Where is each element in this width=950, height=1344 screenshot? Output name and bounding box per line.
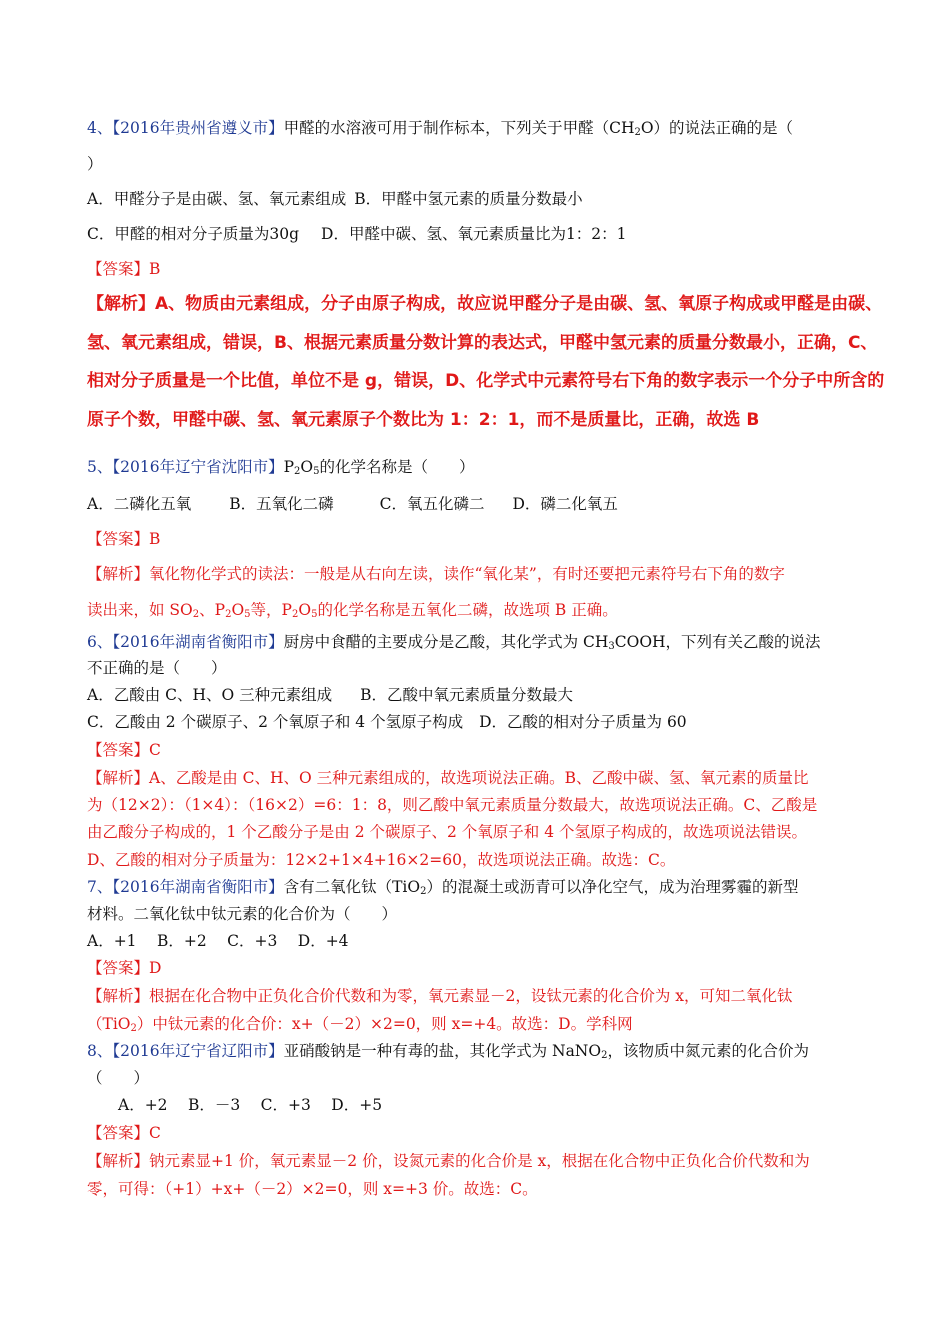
q4-stem: 4、【2016年贵州省遵义市】甲醛的水溶液可用于制作标本，下列关于甲醛$(CH_2O)$的说法正确的是（ [87,119,794,138]
q6-option-c: C．乙酸由 2 个碳原子、2 个氧原子和 4 个氢原子构成 [87,713,464,731]
q4-source: 【2016年贵州省遵义市】 [112,119,284,137]
q5-number: 5、 [87,458,113,476]
q6-explanation-3: 由乙酸分子构成的，1 个乙酸分子是由 2 个碳原子、2 个氧原子和 4 个氢原子构成的，故选项说法错误。 [87,823,808,841]
q4-answer: 【答案】B [87,260,161,278]
q5-source: 【2016年辽宁省沈阳市】 [112,458,284,476]
q8-number: 8、 [87,1042,113,1060]
q4-options-ab [87,189,583,209]
q6-options-ab [87,685,573,705]
q8-source: 【2016年辽宁省辽阳市】 [112,1042,284,1060]
q4-explanation-1: 【解析】A、物质由元素组成，分子由原子构成，故应说甲醛分子是由碳、氢、氧原子构成或甲醛是由碳、 [87,294,883,314]
q7-answer: 【答案】D [87,959,162,977]
q5-option-b: B．五氧化二磷 [229,495,334,513]
q7-source: 【2016年湖南省衡阳市】 [112,878,284,896]
q6-options-cd [87,712,687,732]
q5-stem: 5、【2016年辽宁省沈阳市】$P_2O_5$的化学名称是（ ） [87,458,475,477]
q8-answer: 【答案】C [87,1124,161,1142]
q5-explanation-2: 读出来，如 $SO_2$、$P_2O_5$等，$P_2O_5$的化学名称是五氧化二磷，故选项 B 正确。 [87,601,618,620]
q5-options [87,494,618,514]
q6-source: 【2016年湖南省衡阳市】 [112,633,284,651]
q4-option-d: D．甲醛中碳、氢、氧元素质量比为1：2：1 [321,225,627,243]
q6-option-a: A．乙酸由 C、H、O 三种元素组成 [87,686,333,704]
q8-options: A．+2 B．－3 C．+3 D．+5 [118,1096,383,1114]
q5-option-d: D．磷二化氧五 [512,495,618,513]
q5-option-c: C．氧五化磷二 [379,495,485,513]
q5-explanation-1: 【解析】氧化物化学式的读法：一般是从右向左读，读作“氧化某”，有时还要把元素符号右下角的数字 [87,565,785,583]
q4-option-a: A．甲醛分子是由碳、氢、氧元素组成 [87,190,347,208]
q4-options-cd [87,224,627,244]
q6-explanation-2: 为（12×2）：（1×4）：（16×2）=6：1：8，则乙酸中氧元素质量分数最大，故选项说法正确。C、乙酸是 [87,796,818,814]
q4-number: 4、 [87,119,113,137]
q8-stem: 8、【2016年辽宁省辽阳市】亚硝酸钠是一种有毒的盐，其化学式为 NaNO$_2$，该物质中氮元素的化合价为 [87,1042,809,1061]
q6-number: 6、 [87,633,113,651]
q4-option-b: B．甲醛中氢元素的质量分数最小 [354,190,583,208]
q4-stem-cont: ） [87,155,103,173]
q6-explanation-4: D、乙酸的相对分子质量为：12×2+1×4+16×2=60，故选项说法正确。故选：C。 [87,851,676,869]
q4-explanation-2: 氢、氧元素组成，错误，B、根据元素质量分数计算的表达式，甲醛中氢元素的质量分数最小，正确，C、 [87,333,878,353]
q7-options: A．+1 B．+2 C．+3 D．+4 [87,932,349,950]
q6-explanation-1: 【解析】A、乙酸是由 C、H、O 三种元素组成的，故选项说法正确。B、乙酸中碳、氢、氧元素的质量比 [87,769,809,787]
q7-explanation-2: （TiO$_2$）中钛元素的化合价：x+（－2）×2=0，则 x=+4。故选：D。学科网 [87,1015,633,1034]
q6-stem-cont: 不正确的是（ ） [87,659,227,677]
q6-option-d: D．乙酸的相对分子质量为 60 [479,713,687,731]
q8-stem-cont: （ ） [87,1069,150,1087]
q6-stem: 6、【2016年湖南省衡阳市】厨房中食醋的主要成分是乙酸，其化学式为 $CH_3COOH$，下列有关乙酸的说法 [87,633,821,652]
q6-option-b: B．乙酸中氧元素质量分数最大 [360,686,574,704]
q4-explanation-4: 原子个数，甲醛中碳、氢、氧元素原子个数比为 1：2：1，而不是质量比，正确，故选 B [87,410,760,430]
q8-explanation-1: 【解析】钠元素显+1 价，氧元素显－2 价，设氮元素的化合价是 x，根据在化合物中正负化合价代数和为 [87,1152,810,1170]
q5-option-a: A．二磷化五氧 [87,495,192,513]
q5-answer: 【答案】B [87,530,161,548]
q4-option-c: C．甲醛的相对分子质量为30g [87,225,300,243]
q7-stem: 7、【2016年湖南省衡阳市】含有二氧化钛（TiO$_2$）的混凝土或沥青可以净化空气，成为治理雾霾的新型 [87,878,799,897]
q7-stem-cont: 材料。二氧化钛中钛元素的化合价为（ ） [87,905,398,923]
q4-explanation-3: 相对分子质量是一个比值，单位不是 g，错误，D、化学式中元素符号右下角的数字表示一个分子中所含的 [87,371,885,391]
q6-answer: 【答案】C [87,741,161,759]
q8-explanation-2: 零，可得：（+1）+x+（－2）×2=0，则 x=+3 价。故选：C。 [87,1180,538,1198]
q7-explanation-1: 【解析】根据在化合物中正负化合价代数和为零，氧元素显－2，设钛元素的化合价为 x，可知二氧化钛 [87,987,793,1005]
q7-number: 7、 [87,878,113,896]
